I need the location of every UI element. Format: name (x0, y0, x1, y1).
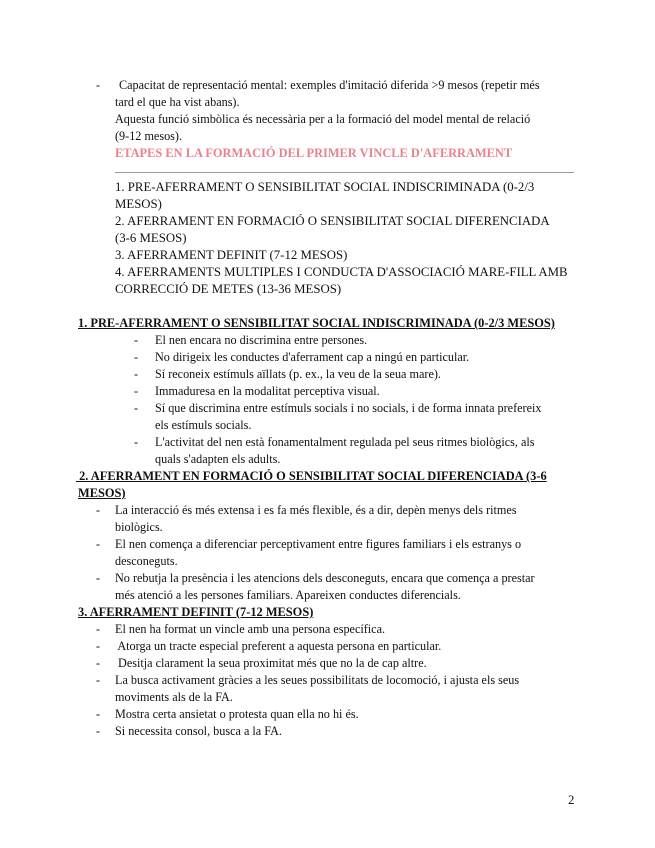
bullet-dash: - (134, 401, 139, 415)
list-item: No dirigeix les conductes d'aferrament cap a ningú en particular. (155, 350, 470, 364)
bullet-dash: - (96, 622, 101, 636)
list-item: Desitja clarament la seua proximitat més que no la de cap altre. (115, 656, 427, 670)
bullet-dash: - (96, 656, 101, 670)
intro-line: Capacitat de representació mental: exemples d'imitació diferida >9 mesos (repetir més (119, 78, 540, 92)
list-item: Mostra certa ansietat o protesta quan ella no hi és. (115, 707, 359, 721)
list-item: La busca activament gràcies a les seues possibilitats de locomoció, i ajusta els seus (115, 673, 520, 687)
stages-heading: ETAPES EN LA FORMACIÓ DEL PRIMER VINCLE D'AFERRAMENT (115, 146, 513, 160)
list-item: els estímuls socials. (155, 418, 252, 432)
bullet-dash: - (134, 367, 139, 381)
list-item: Sí reconeix estímuls aïllats (p. ex., la veu de la seua mare). (155, 367, 441, 381)
list-item: biològics. (115, 520, 163, 534)
list-item: El nen encara no discrimina entre persones. (155, 333, 368, 347)
intro-line: Aquesta funció simbòlica és necessària per a la formació del model mental de relació (115, 112, 531, 126)
bullet-dash: - (96, 78, 101, 92)
list-item: El nen ha format un vincle amb una persona específica. (115, 622, 386, 636)
bullet-dash: - (96, 707, 101, 721)
list-item: Si necessita consol, busca a la FA. (115, 724, 282, 738)
list-item: Sí que discrimina entre estímuls socials i no socials, i de forma innata prefereix (155, 401, 542, 415)
bullet-dash: - (96, 639, 101, 653)
bullet-dash: - (96, 571, 101, 585)
list-item: Atorga un tracte especial preferent a aquesta persona en particular. (115, 639, 442, 653)
stage-item: 3. AFERRAMENT DEFINIT (7-12 MESOS) (115, 248, 348, 262)
list-item: La interacció és més extensa i es fa més flexible, és a dir, depèn menys dels ritmes (115, 503, 517, 517)
stage-item: MESOS) (115, 197, 162, 211)
bullet-dash: - (134, 384, 139, 398)
stage-item: 1. PRE-AFERRAMENT O SENSIBILITAT SOCIAL INDISCRIMINADA (0-2/3 (115, 180, 535, 194)
section-2-title: MESOS) (78, 486, 126, 500)
horizontal-rule (115, 172, 574, 173)
list-item: moviments als de la FA. (115, 690, 233, 704)
intro-line: tard el que ha vist abans). (115, 95, 240, 109)
stage-item: 2. AFERRAMENT EN FORMACIÓ O SENSIBILITAT SOCIAL DIFERENCIADA (115, 214, 550, 228)
section-1-title: 1. PRE-AFERRAMENT O SENSIBILITAT SOCIAL INDISCRIMINADA (0-2/3 MESOS) (78, 316, 555, 330)
list-item: No rebutja la presència i les atencions dels desconeguts, encara que comença a prestar (115, 571, 535, 585)
list-item: L'activitat del nen està fonamentalment regulada pel seus ritmes biològics, als (155, 435, 535, 449)
list-item: El nen comença a diferenciar perceptivament entre figures familiars i els estranys o (115, 537, 522, 551)
stage-item: (3-6 MESOS) (115, 231, 187, 245)
stage-item: 4. AFERRAMENTS MULTIPLES I CONDUCTA D'ASSOCIACIÓ MARE-FILL AMB (115, 265, 568, 279)
list-item: desconeguts. (115, 554, 178, 568)
stage-item: CORRECCIÓ DE METES (13-36 MESOS) (115, 282, 342, 296)
list-item: més atenció a les persones familiars. Apareixen conductes diferencials. (115, 588, 461, 602)
bullet-dash: - (96, 503, 101, 517)
section-2-title: 2. AFERRAMENT EN FORMACIÓ O SENSIBILITAT SOCIAL DIFERENCIADA (3-6 (76, 469, 547, 483)
bullet-dash: - (134, 435, 139, 449)
intro-line: (9-12 mesos). (115, 129, 183, 143)
bullet-dash: - (134, 333, 139, 347)
list-item: quals s'adapten els adults. (155, 452, 281, 466)
section-3-title: 3. AFERRAMENT DEFINIT (7-12 MESOS) (78, 605, 314, 619)
bullet-dash: - (96, 537, 101, 551)
page-number: 2 (568, 793, 575, 807)
bullet-dash: - (96, 724, 101, 738)
bullet-dash: - (134, 350, 139, 364)
list-item: Immaduresa en la modalitat perceptiva visual. (155, 384, 380, 398)
bullet-dash: - (96, 673, 101, 687)
